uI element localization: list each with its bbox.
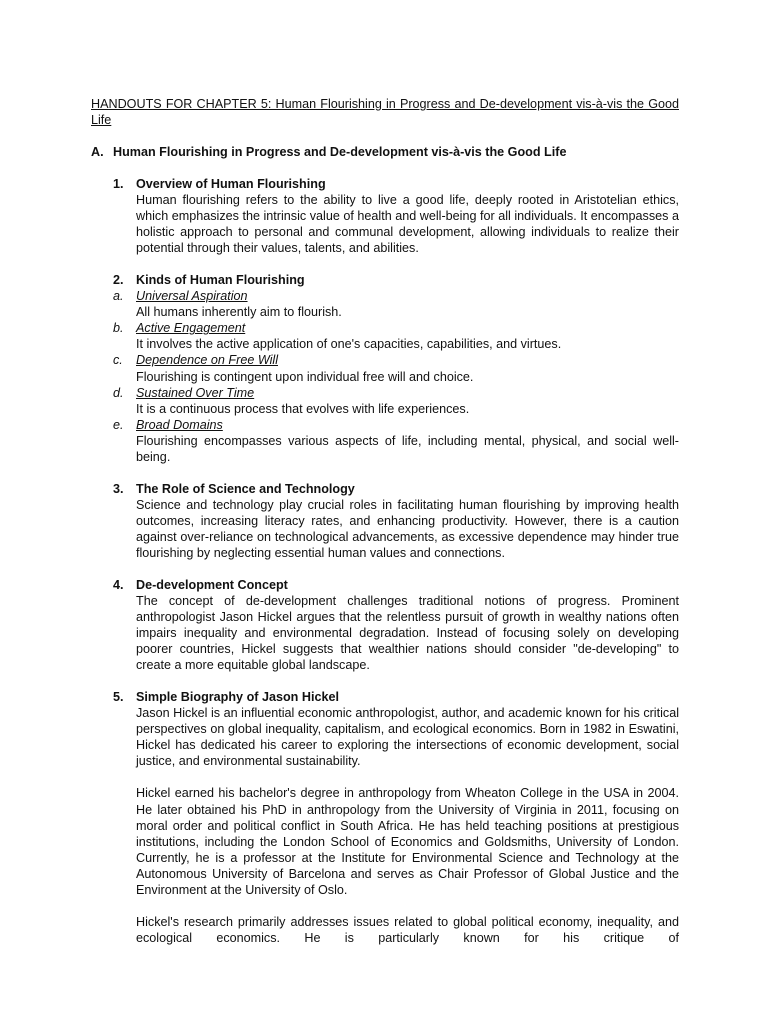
kind-letter: c. xyxy=(113,353,123,368)
item-paragraph: The concept of de-development challenges traditional notions of progress. Prominent anthropologist Jason Hickel argues that the relentless pursuit of growth in wealthy nations often impairs inequality and environmental degradation. Instead of focusing solely on developing poorer countries, Hickel suggests that wealthier nations should consider "de-developing" to create a more equitable global landscape. xyxy=(136,594,679,673)
item-title: The Role of Science and Technology xyxy=(136,482,355,496)
item-paragraph: Jason Hickel is an influential economic anthropologist, author, and academic known for his critical perspectives on global inequality, capitalism, and ecological economics. Born in 1982 in Eswatini, Hickel has dedicated his career to exploring the intersections of economic development, social justice, and environmental sustainability. xyxy=(136,706,679,769)
item-science-technology xyxy=(113,481,679,561)
item-number: 2. xyxy=(113,273,124,287)
section-letter: A. xyxy=(91,145,104,159)
kind-description: All humans inherently aim to flourish. xyxy=(136,305,342,320)
kind-description: Flourishing is contingent upon individual free will and choice. xyxy=(136,369,474,384)
item-heading xyxy=(113,272,679,288)
item-overview xyxy=(113,176,679,256)
item-paragraph: Hickel earned his bachelor's degree in anthropology from Wheaton College in the USA in 2004. He later obtained his PhD in anthropology from the University of Virginia in 2011, focusing on moral order and political conflict in South Africa. He has held teaching positions at prestigious institutions, including the London School of Economics and Goldsmiths, University of London. Currently, he is a professor at the Institute for Environmental Science and Technology at the Autonomous University of Barcelona and serves as Chair Professor of Global Justice and the Environment at the University of Oslo. xyxy=(136,786,679,898)
item-kinds xyxy=(113,272,679,465)
kind-entry xyxy=(113,320,679,352)
kind-name: Universal Aspiration xyxy=(136,289,248,304)
kind-entry xyxy=(113,385,679,417)
kind-list xyxy=(113,288,679,465)
item-number: 4. xyxy=(113,578,124,592)
document-title: HANDOUTS FOR CHAPTER 5: Human Flourishing in Progress and De-development vis-à-vis the Good Life xyxy=(91,97,679,128)
kind-name: Broad Domains xyxy=(136,417,223,432)
item-heading xyxy=(113,689,679,705)
item-heading xyxy=(113,176,679,192)
item-paragraph: Human flourishing refers to the ability to live a good life, deeply rooted in Aristotelian ethics, which emphasizes the intrinsic value of health and well-being for all individuals. It encompasses a holistic approach to personal and communal development, allowing individuals to realize their potential through their values, talents, and abilities. xyxy=(136,193,679,256)
kind-letter: a. xyxy=(113,289,124,304)
item-number: 3. xyxy=(113,482,124,496)
kind-name: Sustained Over Time xyxy=(136,385,255,400)
kind-letter: e. xyxy=(113,417,124,432)
kind-name: Dependence on Free Will xyxy=(136,353,278,368)
kind-description: It is a continuous process that evolves with life experiences. xyxy=(136,401,470,416)
item-heading xyxy=(113,577,679,593)
item-biography xyxy=(113,689,679,946)
item-number: 1. xyxy=(113,177,124,191)
item-title: Overview of Human Flourishing xyxy=(136,177,326,191)
section-title: Human Flourishing in Progress and De-development vis-à-vis the Good Life xyxy=(113,145,567,159)
kind-entry xyxy=(113,288,679,320)
item-title: Kinds of Human Flourishing xyxy=(136,273,305,287)
item-title: Simple Biography of Jason Hickel xyxy=(136,690,339,704)
kind-description: Flourishing encompasses various aspects of life, including mental, physical, and social well-being. xyxy=(136,433,679,465)
kind-letter: b. xyxy=(113,321,124,336)
item-de-development xyxy=(113,577,679,674)
item-title: De-development Concept xyxy=(136,578,288,592)
kind-entry xyxy=(113,352,679,384)
kind-description: It involves the active application of one's capacities, capabilities, and virtues. xyxy=(136,337,562,352)
item-paragraph: Science and technology play crucial roles in facilitating human flourishing by improving health outcomes, increasing literacy rates, and enhancing productivity. However, there is a caution against over-reliance on technological advancements, as excessive dependence may hinder true flourishing by neglecting essential human values and connections. xyxy=(136,498,679,561)
item-number: 5. xyxy=(113,690,124,704)
kind-letter: d. xyxy=(113,385,124,400)
kind-name: Active Engagement xyxy=(136,321,246,336)
item-heading xyxy=(113,481,679,497)
item-paragraph: Hickel's research primarily addresses issues related to global political economy, inequality, and ecological economics. He is particularly known for his critique of xyxy=(136,915,679,946)
kind-entry xyxy=(113,417,679,465)
section-heading xyxy=(91,144,679,160)
